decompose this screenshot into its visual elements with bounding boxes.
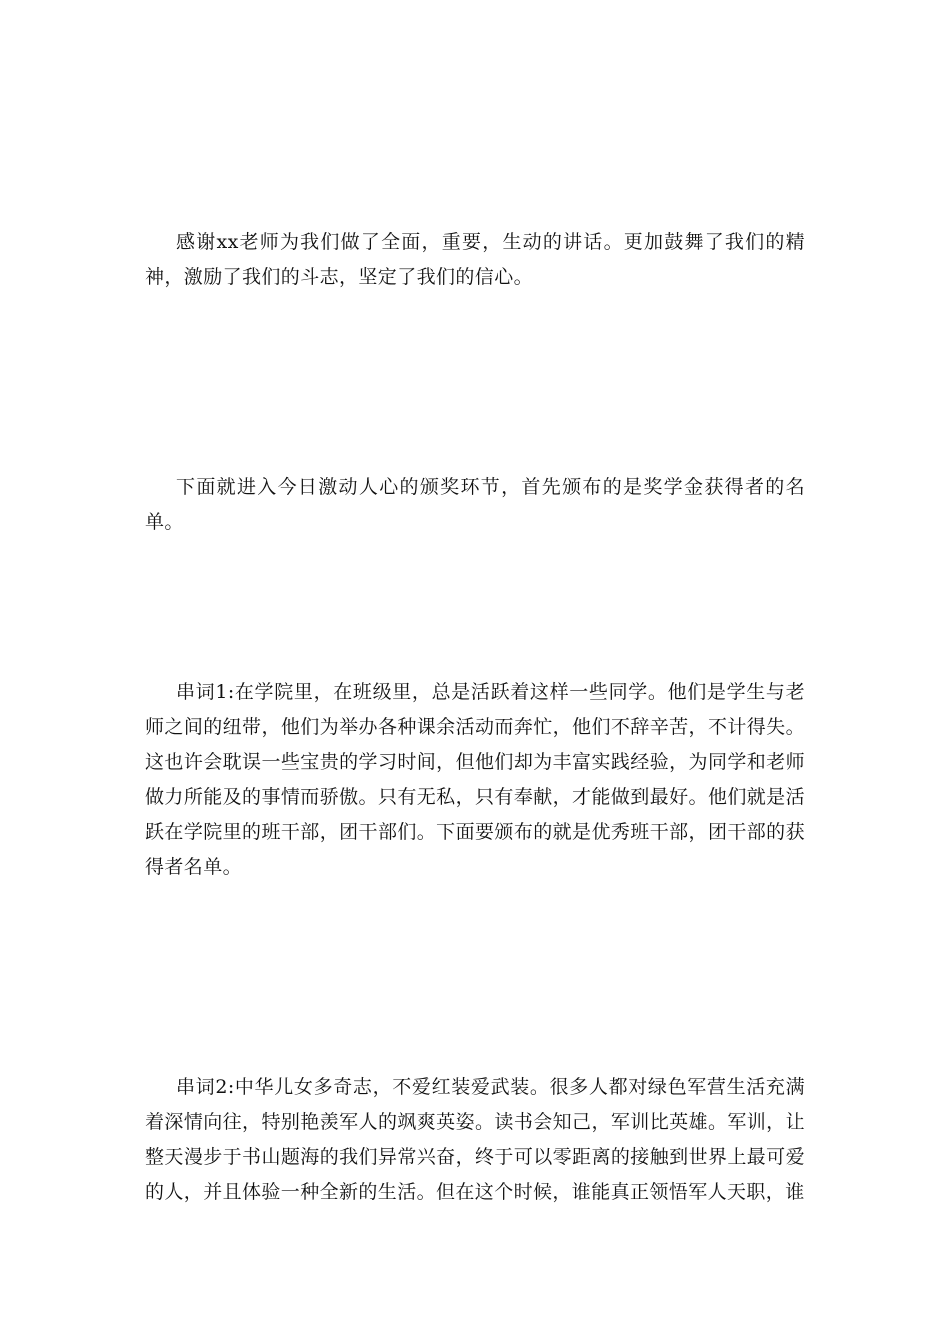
paragraph-script-2: 串词2:中华儿女多奇志，不爱红装爱武装。很多人都对绿色军营生活充满着深情向往，特别艳羡军人的飒爽英姿。读书会知己，军训比英雄。军训，让整天漫步于书山题海的我们异常兴奋，终于可以零距离的接触到世界上最可爱的人，并且体验一种全新的生活。但在这个时候，谁能真正领悟军人天职，谁 — [145, 1076, 805, 1203]
paragraph-thanks: 感谢xx老师为我们做了全面，重要，生动的讲话。更加鼓舞了我们的精神，激励了我们的斗志，坚定了我们的信心。 — [145, 231, 805, 288]
paragraph-script-1: 串词1:在学院里，在班级里，总是活跃着这样一些同学。他们是学生与老师之间的纽带，他们为举办各种课余活动而奔忙，他们不辞辛苦，不计得失。这也许会耽误一些宝贵的学习时间，但他们却为丰富实践经验，为同学和老师做力所能及的事情而骄傲。只有无私，只有奉献，才能做到最好。他们就是活跃在学院里的班干部，团干部们。下面要颁布的就是优秀班干部，团干部的获得者名单。 — [145, 681, 805, 878]
paragraph-award-intro: 下面就进入今日激动人心的颁奖环节，首先颁布的是奖学金获得者的名单。 — [145, 476, 805, 533]
